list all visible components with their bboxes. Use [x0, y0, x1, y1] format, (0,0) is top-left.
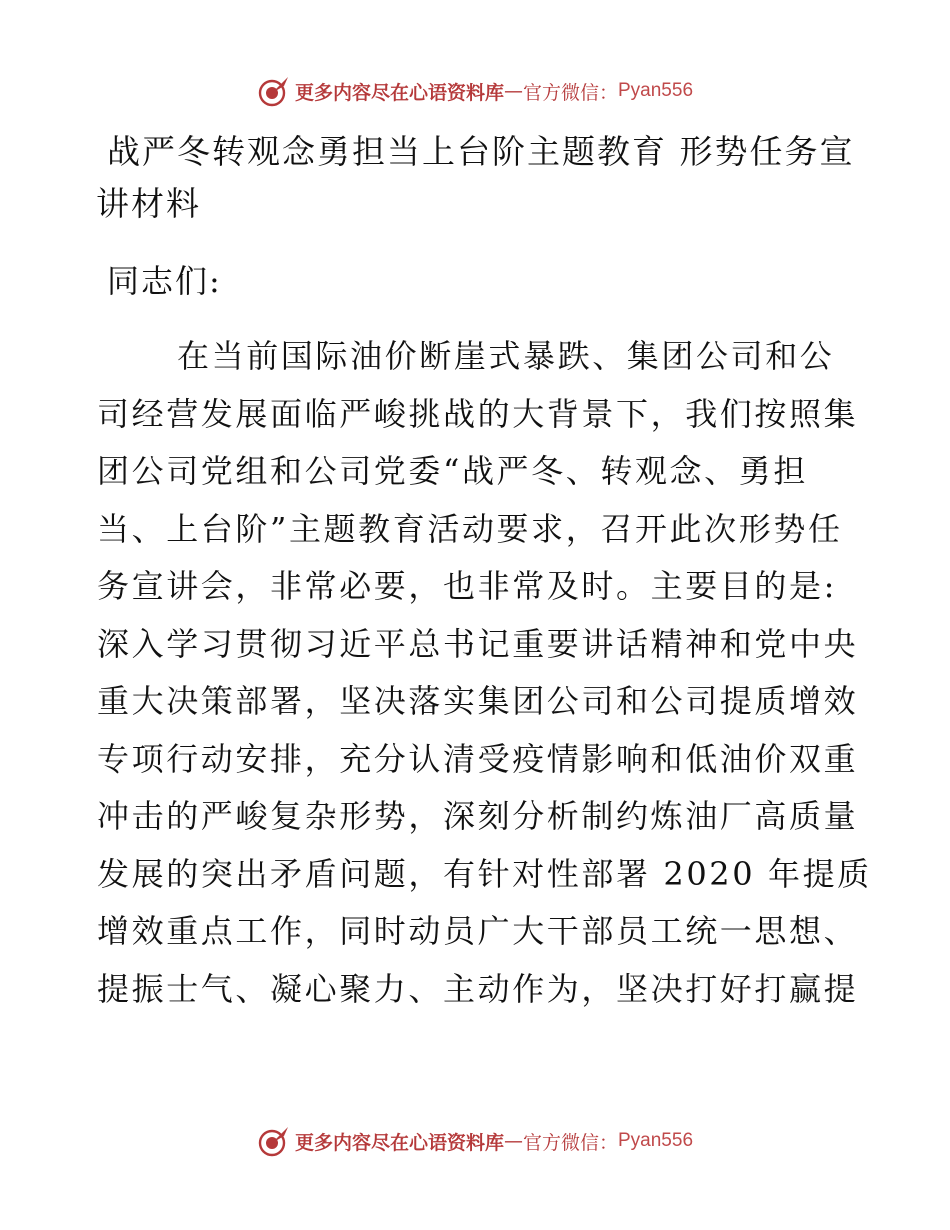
watermark-wechat-id: Pyan556: [618, 1130, 694, 1151]
title-line-2: 讲材料: [96, 184, 201, 223]
watermark-wechat-label: 官方微信：: [522, 1131, 618, 1154]
document-title: [96, 126, 856, 230]
watermark-site-text: 更多内容尽在心语资料库: [294, 81, 504, 104]
body-line: 司经营发展面临严峻挑战的大背景下，我们按照集: [97, 394, 859, 433]
body-line: 在当前国际油价断崖式暴跌、集团公司和公: [177, 337, 835, 375]
quill-logo-icon: [257, 74, 291, 108]
body-line: 发展的突出矛盾问题，有针对性部署 2020 年提质: [97, 854, 872, 893]
watermark-wechat-label: 官方微信：: [522, 81, 618, 104]
body-text: [97, 328, 872, 1018]
quill-logo-icon: [257, 1124, 291, 1158]
watermark-dash: —: [503, 80, 523, 102]
body-line: 专项行动安排，充分认清受疫情影响和低油价双重: [97, 739, 859, 778]
watermark-wechat-id: Pyan556: [618, 80, 694, 101]
body-line: 冲击的严峻复杂形势，深刻分析制约炼油厂高质量: [97, 797, 859, 835]
watermark-site-text: 更多内容尽在心语资料库: [294, 1131, 504, 1154]
body-line: 务宣讲会，非常必要，也非常及时。主要目的是:: [97, 567, 837, 605]
body-line: 增效重点工作，同时动员广大干部员工统一思想、: [97, 912, 859, 950]
body-line: 深入学习贯彻习近平总书记重要讲话精神和党中央: [97, 624, 859, 663]
body-line: 提振士气、凝心聚力、主动作为，坚决打好打赢提: [97, 969, 859, 1008]
title-line-1: 战严冬转观念勇担当上台阶主题教育 形势任务宣: [107, 132, 855, 171]
body-line: 当、上台阶”主题教育活动要求，召开此次形势任: [97, 509, 843, 548]
watermark-dash: —: [503, 1130, 523, 1152]
header-watermark: [0, 74, 950, 108]
footer-watermark: [0, 1124, 950, 1158]
body-line: 重大决策部署，坚决落实集团公司和公司提质增效: [97, 682, 859, 720]
salutation: 同志们:: [107, 262, 222, 300]
body-line: 团公司党组和公司党委“战严冬、转观念、勇担: [97, 452, 808, 490]
